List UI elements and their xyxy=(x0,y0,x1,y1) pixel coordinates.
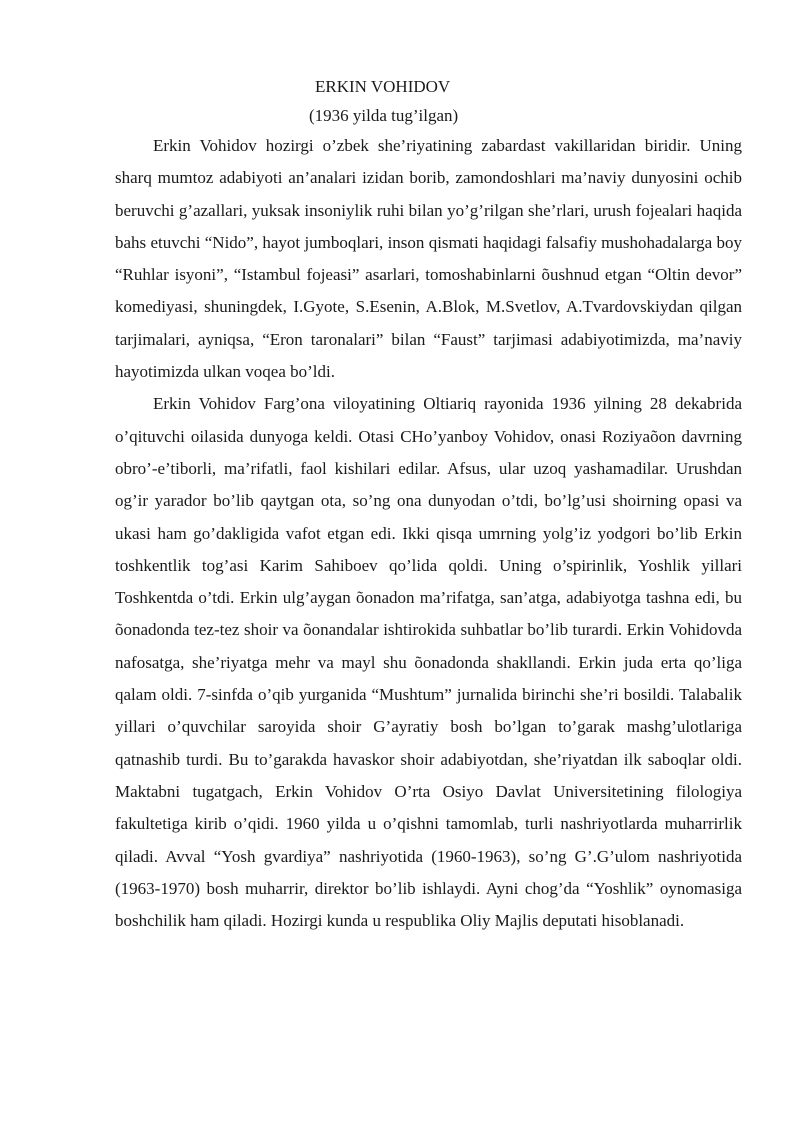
document-subtitle: (1936 yilda tug’ilgan) xyxy=(309,106,459,125)
document-title: ERKIN VOHIDOV xyxy=(315,77,451,96)
paragraph-biography: Erkin Vohidov Farg’ona viloyatining Oltiariq rayonida 1936 yilning 28 dekabrida o’qituvchi oilasida dunyoga keldi. Otasi CHo’yanboy Vohidov, onasi Roziyaõon davrning obro’-e’tiborli, ma’rifatli, faol kishilari edilar. Afsus, ular uzoq yashamadilar. Urushdan og’ir yarador bo’lib qaytgan ota, so’ng ona dunyodan o’tdi, bo’lg’usi shoirning opasi va ukasi ham go’dakligida vafot etgan edi. Ikki qisqa umrning yolg’iz yodgori bo’lib Erkin toshkentlik tog’asi Karim Sahiboev qo’lida qoldi. Uning o’spirinlik, Yoshlik yillari Toshkentda o’tdi. Erkin ulg’aygan õonadon ma’rifatga, san’atga, adabiyotga tashna edi, bu õonadonda tez-tez shoir va õonandalar ishtirokida suhbatlar bo’lib turardi. Erkin Vohidovda nafosatga, she’riyatga mehr va mayl shu õonadonda shakllandi. Erkin juda erta qo’liga qalam oldi. 7-sinfda o’qib yurganida “Mushtum” jurnalida birinchi she’ri bosildi. Talabalik yillari o’quvchilar saroyida shoir G’ayratiy bosh bo’lgan to’garak mashg’ulotlariga qatnashib turdi. Bu to’garakda havaskor shoir adabiyotdan, she’riyatdan ilk saboqlar oldi. Maktabni tugatgach, Erkin Vohidov O’rta Osiyo Davlat Universitetining filologiya fakultetiga kirib o’qidi. 1960 yilda u o’qishni tamomlab, turli nashriyotlarda muharrirlik qiladi. Avval “Yosh gvardiya” nashriyotida (1960-1963), so’ng G’.G’ulom nashriyotida (1963-1970) bosh muharrir, direktor bo’lib ishlaydi. Ayni chog’da “Yoshlik” oynomasiga boshchilik ham qiladi. Hozirgi kunda u respublika Oliy Majlis deputati hisoblanadi. xyxy=(115,394,742,931)
paragraph-intro: Erkin Vohidov hozirgi o’zbek she’riyatining zabardast vakillaridan biridir. Uning sharq mumtoz adabiyoti an’analari izidan borib, zamondoshlari ma’naviy dunyosini ochib beruvchi g’azallari, yuksak insoniylik ruhi bilan yo’g’rilgan she’rlari, urush fojealari haqida bahs etuvchi “Nido”, hayot jumboqlari, inson qismati haqidagi falsafiy mushohadalarga boy “Ruhlar isyoni”, “Istambul fojeasi” asarlari, tomoshabinlarni õushnud etgan “Oltin devor” komediyasi, shuningdek, I.Gyote, S.Esenin, A.Blok, M.Svetlov, A.Tvardovskiydan qilgan tarjimalari, ayniqsa, “Eron taronalari” bilan “Faust” tarjimasi adabiyotimizda, ma’naviy hayotimizda ulkan voqea bo’ldi. xyxy=(115,136,742,382)
document-page xyxy=(115,72,742,937)
